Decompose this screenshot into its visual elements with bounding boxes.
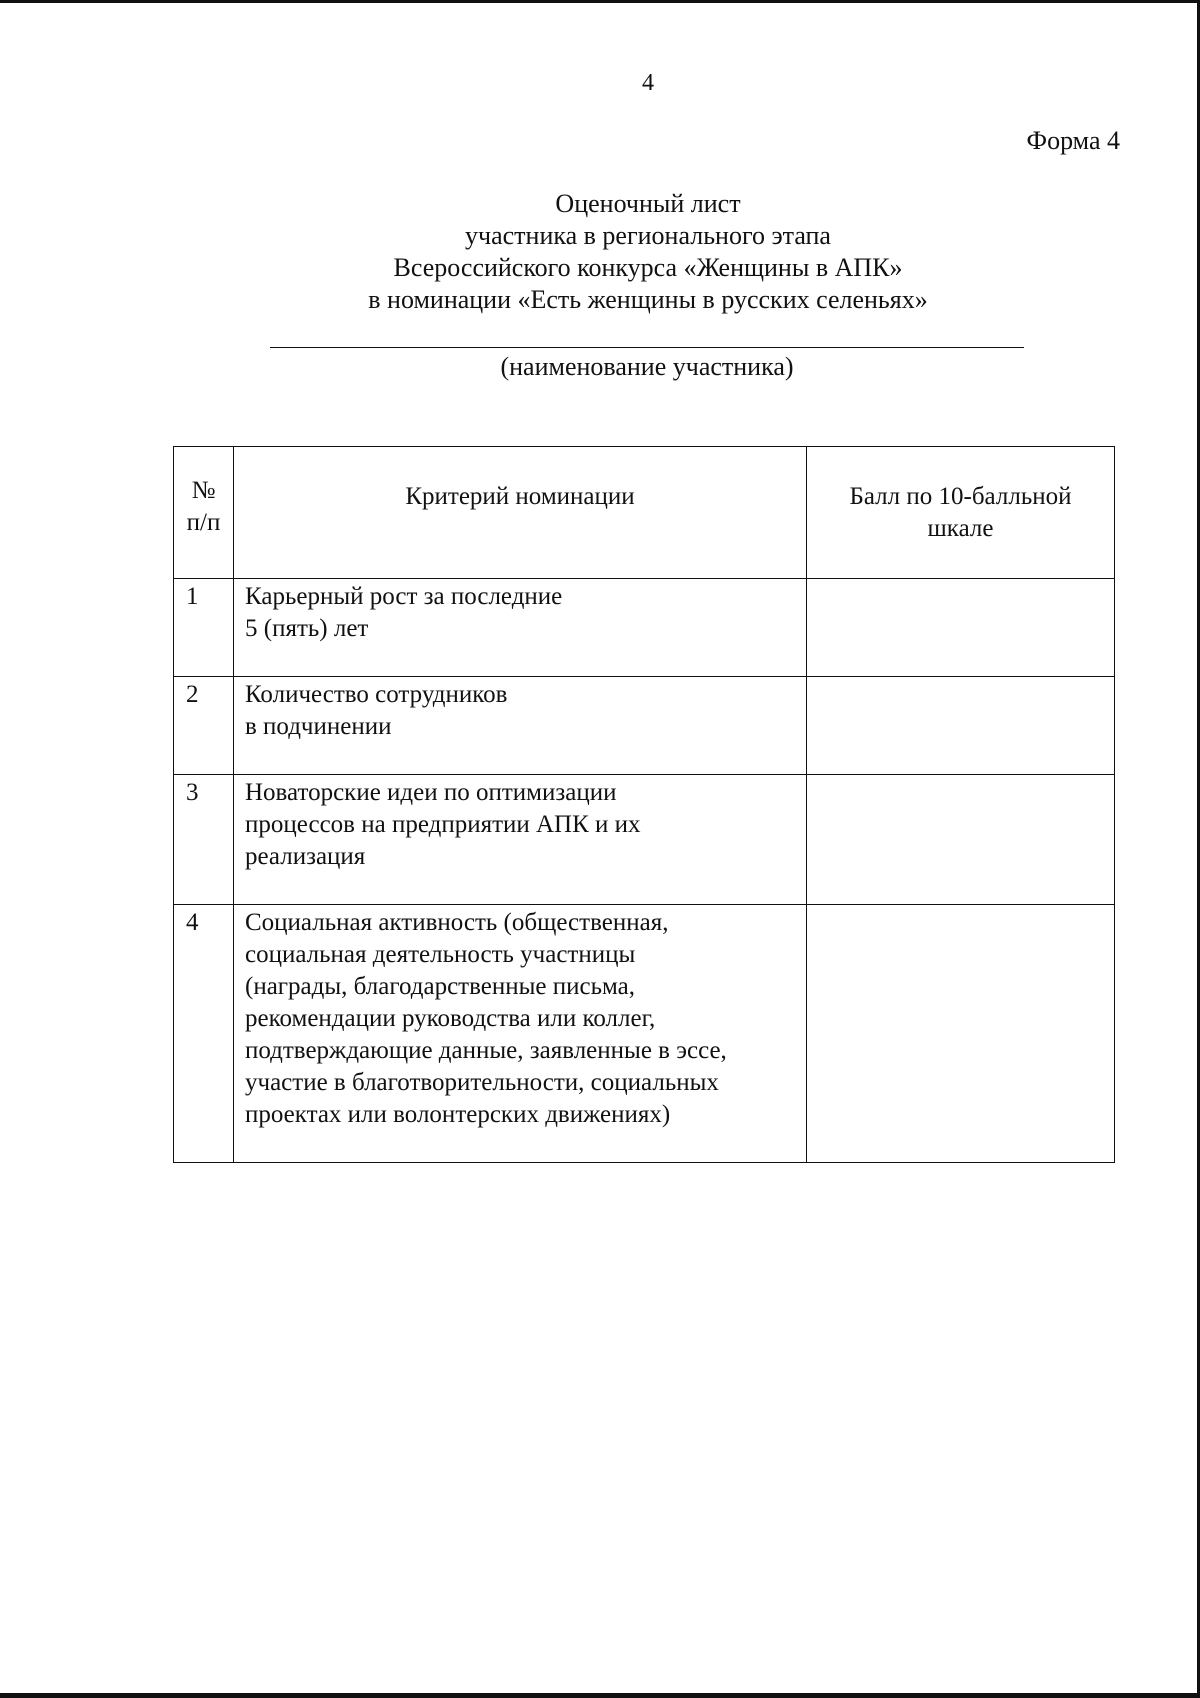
participant-name-caption: (наименование участника): [500, 352, 794, 381]
title-line-1: Оценочный лист: [555, 189, 741, 218]
criterion-line: подтверждающие данные, заявленные в эссе,: [245, 1037, 727, 1064]
criterion-line: Карьерный рост за последние: [245, 583, 563, 610]
title-line-3: Всероссийского конкурса «Женщины в АПК»: [393, 253, 903, 282]
header-number-abbr: п/п: [186, 509, 221, 536]
score-field[interactable]: [807, 905, 1115, 1163]
form-label: Форма 4: [1026, 126, 1120, 155]
criterion-line: проектах или волонтерских движениях): [245, 1101, 671, 1128]
criterion-line: участие в благотворительности, социальных: [245, 1069, 719, 1096]
score-field[interactable]: [807, 775, 1115, 905]
header-score-line-1: Балл по 10-балльной: [849, 483, 1072, 510]
scan-edge-top: [0, 0, 1200, 3]
document-title: [0, 188, 1200, 316]
row-number: 2: [174, 677, 234, 775]
evaluation-table: [173, 446, 1115, 1163]
header-number-symbol: №: [191, 477, 216, 504]
row-number: 4: [174, 905, 234, 1163]
table-row: [174, 677, 1115, 775]
criterion-line: Количество сотрудников: [245, 681, 508, 708]
criterion-line: в подчинении: [245, 713, 392, 740]
row-number: 1: [174, 579, 234, 677]
row-criterion: [234, 905, 807, 1163]
criterion-line: Социальная активность (общественная,: [245, 909, 669, 936]
title-line-2: участника в регионального этапа: [465, 221, 831, 250]
criterion-line: Новаторские идеи по оптимизации: [245, 779, 617, 806]
header-score: [807, 447, 1115, 579]
table-header-row: [174, 447, 1115, 579]
header-number: [174, 447, 234, 579]
row-criterion: [234, 775, 807, 905]
row-number: 3: [174, 775, 234, 905]
criterion-line: реализация: [245, 843, 366, 870]
criterion-line: социальная деятельность участницы: [245, 941, 636, 968]
criterion-line: 5 (пять) лет: [245, 615, 369, 642]
criterion-line: рекомендации руководства или коллег,: [245, 1005, 656, 1032]
header-score-line-2: шкале: [927, 515, 994, 542]
criterion-line: процессов на предприятии АПК и их: [245, 811, 641, 838]
title-line-4: в номинации «Есть женщины в русских селеньях»: [368, 285, 928, 314]
page-number: 4: [642, 70, 654, 96]
row-criterion: [234, 579, 807, 677]
criterion-line: (награды, благодарственные письма,: [245, 973, 635, 1000]
row-criterion: [234, 677, 807, 775]
score-field[interactable]: [807, 579, 1115, 677]
scan-edge-bottom: [0, 1693, 1200, 1698]
table-row: [174, 905, 1115, 1163]
participant-name-field[interactable]: [270, 347, 1024, 348]
header-criterion: Критерий номинации: [234, 447, 807, 579]
table-row: [174, 775, 1115, 905]
table-row: [174, 579, 1115, 677]
score-field[interactable]: [807, 677, 1115, 775]
